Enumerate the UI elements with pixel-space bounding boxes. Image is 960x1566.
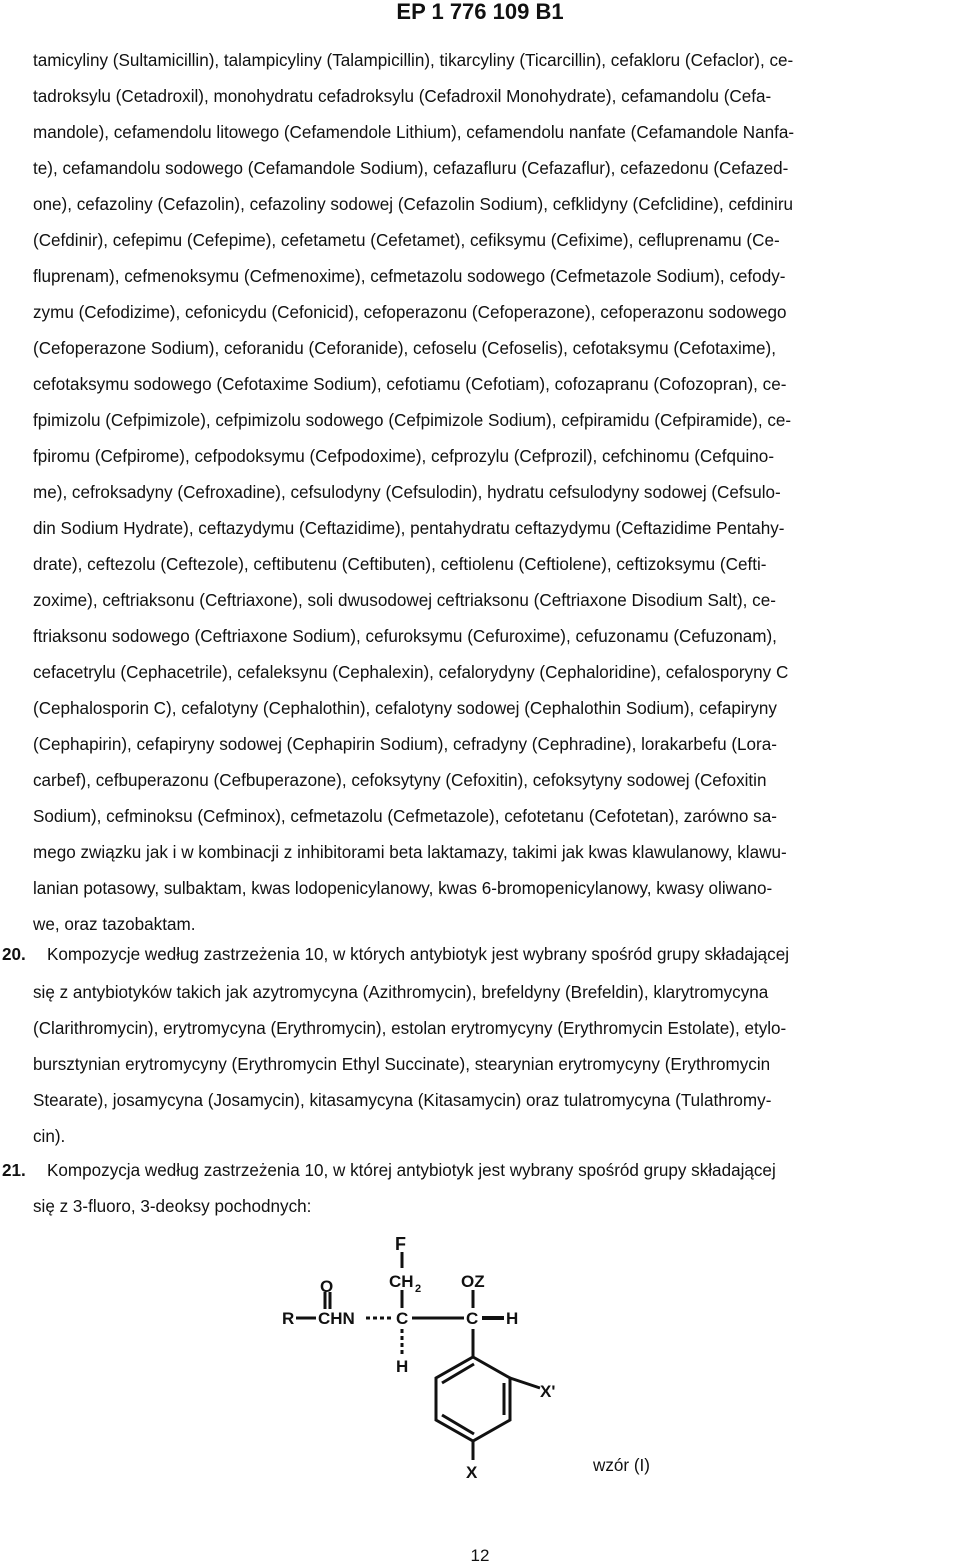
atom-h-bottom: H bbox=[396, 1357, 409, 1376]
text-line: się z antybiotyków takich jak azytromycyna (Azithromycin), brefeldyny (Brefeldin), klarytromycyna bbox=[33, 983, 769, 1002]
text-line: drate), ceftezolu (Ceftezole), ceftibutenu (Ceftibuten), ceftiolenu (Ceftiolene), ceftizoksymu (Cefti- bbox=[33, 555, 767, 574]
text-line: we, oraz tazobaktam. bbox=[33, 915, 196, 934]
atom-x-prime: X' bbox=[540, 1382, 556, 1401]
text-line: tamicyliny (Sultamicillin), talampicyliny (Talampicillin), tikarcyliny (Ticarcillin), cefakloru (Cefaclor), ce- bbox=[33, 51, 794, 70]
text-line: (Clarithromycin), erytromycyna (Erythromycin), estolan erytromycyny (Erythromycin Estolate), etylo- bbox=[33, 1019, 787, 1038]
formula-label: wzór (I) bbox=[593, 1456, 650, 1475]
text-line: bursztynian erytromycyny (Erythromycin Ethyl Succinate), stearynian erytromycyny (Erythromycin bbox=[33, 1055, 771, 1074]
atom-ch2-subscript: 2 bbox=[415, 1283, 422, 1295]
atom-ch2: CH bbox=[389, 1272, 414, 1291]
text-line: Kompozycja według zastrzeżenia 10, w której antybiotyk jest wybrany spośród grupy składającej bbox=[47, 1161, 776, 1180]
text-line: Sodium), cefminoksu (Cefminox), cefmetazolu (Cefmetazole), cefotetanu (Cefotetan), zarówno sa- bbox=[33, 807, 777, 826]
claim-number: 20. bbox=[2, 945, 26, 964]
text-line: Stearate), josamycyna (Josamycin), kitasamycyna (Kitasamycin) oraz tulatromycyna (Tulathromy- bbox=[33, 1091, 772, 1110]
text-line: carbef), cefbuperazonu (Cefbuperazone), cefoksytyny (Cefoxitin), cefoksytyny sodowej (Cefoxitin bbox=[33, 771, 767, 790]
text-line: (Cephalosporin C), cefalotyny (Cephalothin), cefalotyny sodowej (Cephalothin Sodium), cefapiryny bbox=[33, 699, 777, 718]
text-line: cin). bbox=[33, 1127, 66, 1146]
atom-o: O bbox=[320, 1277, 334, 1296]
text-line: Kompozycje według zastrzeżenia 10, w których antybiotyk jest wybrany spośród grupy składającej bbox=[47, 945, 790, 964]
text-line: (Cephapirin), cefapiryny sodowej (Cephapirin Sodium), cefradyny (Cephradine), lorakarbefu (Lora- bbox=[33, 735, 777, 754]
text-line: (Cefdinir), cefepimu (Cefepime), cefetametu (Cefetamet), cefiksymu (Cefixime), cefluprenamu (Ce- bbox=[33, 231, 780, 250]
text-line: cefacetrylu (Cephacetrile), cefaleksynu (Cephalexin), cefalorydyny (Cephaloridine), cefalosporyny C bbox=[33, 663, 789, 682]
text-line: fluprenam), cefmenoksymu (Cefmenoxime), cefmetazolu sodowego (Cefmetazole Sodium), cefody- bbox=[33, 267, 786, 286]
atom-f: F bbox=[395, 1234, 406, 1254]
text-line: te), cefamandolu sodowego (Cefamandole Sodium), cefazafluru (Cefazaflur), cefazedonu (Cefazed- bbox=[33, 159, 789, 178]
text-line: fpiromu (Cefpirome), cefpodoksymu (Cefpodoxime), cefprozylu (Cefprozil), cefchinomu (Cefquino- bbox=[33, 447, 775, 466]
text-line: ftriaksonu sodowego (Ceftriaxone Sodium), cefuroksymu (Cefuroxime), cefuzonamu (Cefuzonam), bbox=[33, 627, 777, 646]
text-line: zoxime), ceftriaksonu (Ceftriaxone), soli dwusodowej ceftriaksonu (Ceftriaxone Disodium Salt), ce- bbox=[33, 591, 776, 610]
text-line: fpimizolu (Cefpimizole), cefpimizolu sodowego (Cefpimizole Sodium), cefpiramidu (Cefpiramide), ce- bbox=[33, 411, 792, 430]
text-line: zymu (Cefodizime), cefonicydu (Cefonicid), cefoperazonu (Cefoperazone), cefoperazonu sodowego bbox=[33, 303, 787, 322]
text-line: one), cefazoliny (Cefazolin), cefazoliny sodowej (Cefazolin Sodium), cefklidyny (Cefclidine), cefdiniru bbox=[33, 195, 794, 214]
text-line: (Cefoperazone Sodium), ceforanidu (Ceforanide), cefoselu (Cefoselis), cefotaksymu (Cefotaxime), bbox=[33, 339, 776, 358]
text-line: się z 3-fluoro, 3-deoksy pochodnych: bbox=[33, 1197, 312, 1216]
chemical-structure-formula bbox=[278, 1232, 558, 1482]
text-line: lanian potasowy, sulbaktam, kwas lodopenicylanowy, kwas 6-bromopenicylanowy, kwasy oliwano- bbox=[33, 879, 773, 898]
atom-c2: C bbox=[466, 1309, 479, 1328]
atom-oz: OZ bbox=[461, 1272, 485, 1291]
patent-number-header: EP 1 776 109 B1 bbox=[396, 0, 564, 24]
atom-h-right: H bbox=[506, 1309, 519, 1328]
text-line: me), cefroksadyny (Cefroxadine), cefsulodyny (Cefsulodin), hydratu cefsulodyny sodowej (Cefsulo- bbox=[33, 483, 781, 502]
atom-r: R bbox=[282, 1309, 295, 1328]
page-number: 12 bbox=[470, 1546, 490, 1565]
claim-number: 21. bbox=[2, 1161, 26, 1180]
text-line: mandole), cefamendolu litowego (Cefamendole Lithium), cefamendolu nanfate (Cefamandole Nanfa- bbox=[33, 123, 795, 142]
atom-x: X bbox=[466, 1463, 478, 1482]
atom-c1: C bbox=[396, 1309, 409, 1328]
text-line: din Sodium Hydrate), ceftazydymu (Ceftazidime), pentahydratu ceftazydymu (Ceftazidime Pentahy- bbox=[33, 519, 785, 538]
text-line: mego związku jak i w kombinacji z inhibitorami beta laktamazy, takimi jak kwas klawulanowy, klawu- bbox=[33, 843, 787, 862]
text-line: cefotaksymu sodowego (Cefotaxime Sodium), cefotiamu (Cefotiam), cofozapranu (Cofozopran), ce- bbox=[33, 375, 787, 394]
atom-chn: CHN bbox=[318, 1309, 355, 1328]
text-line: tadroksylu (Cetadroxil), monohydratu cefadroksylu (Cefadroxil Monohydrate), cefamandolu (Cefa- bbox=[33, 87, 772, 106]
